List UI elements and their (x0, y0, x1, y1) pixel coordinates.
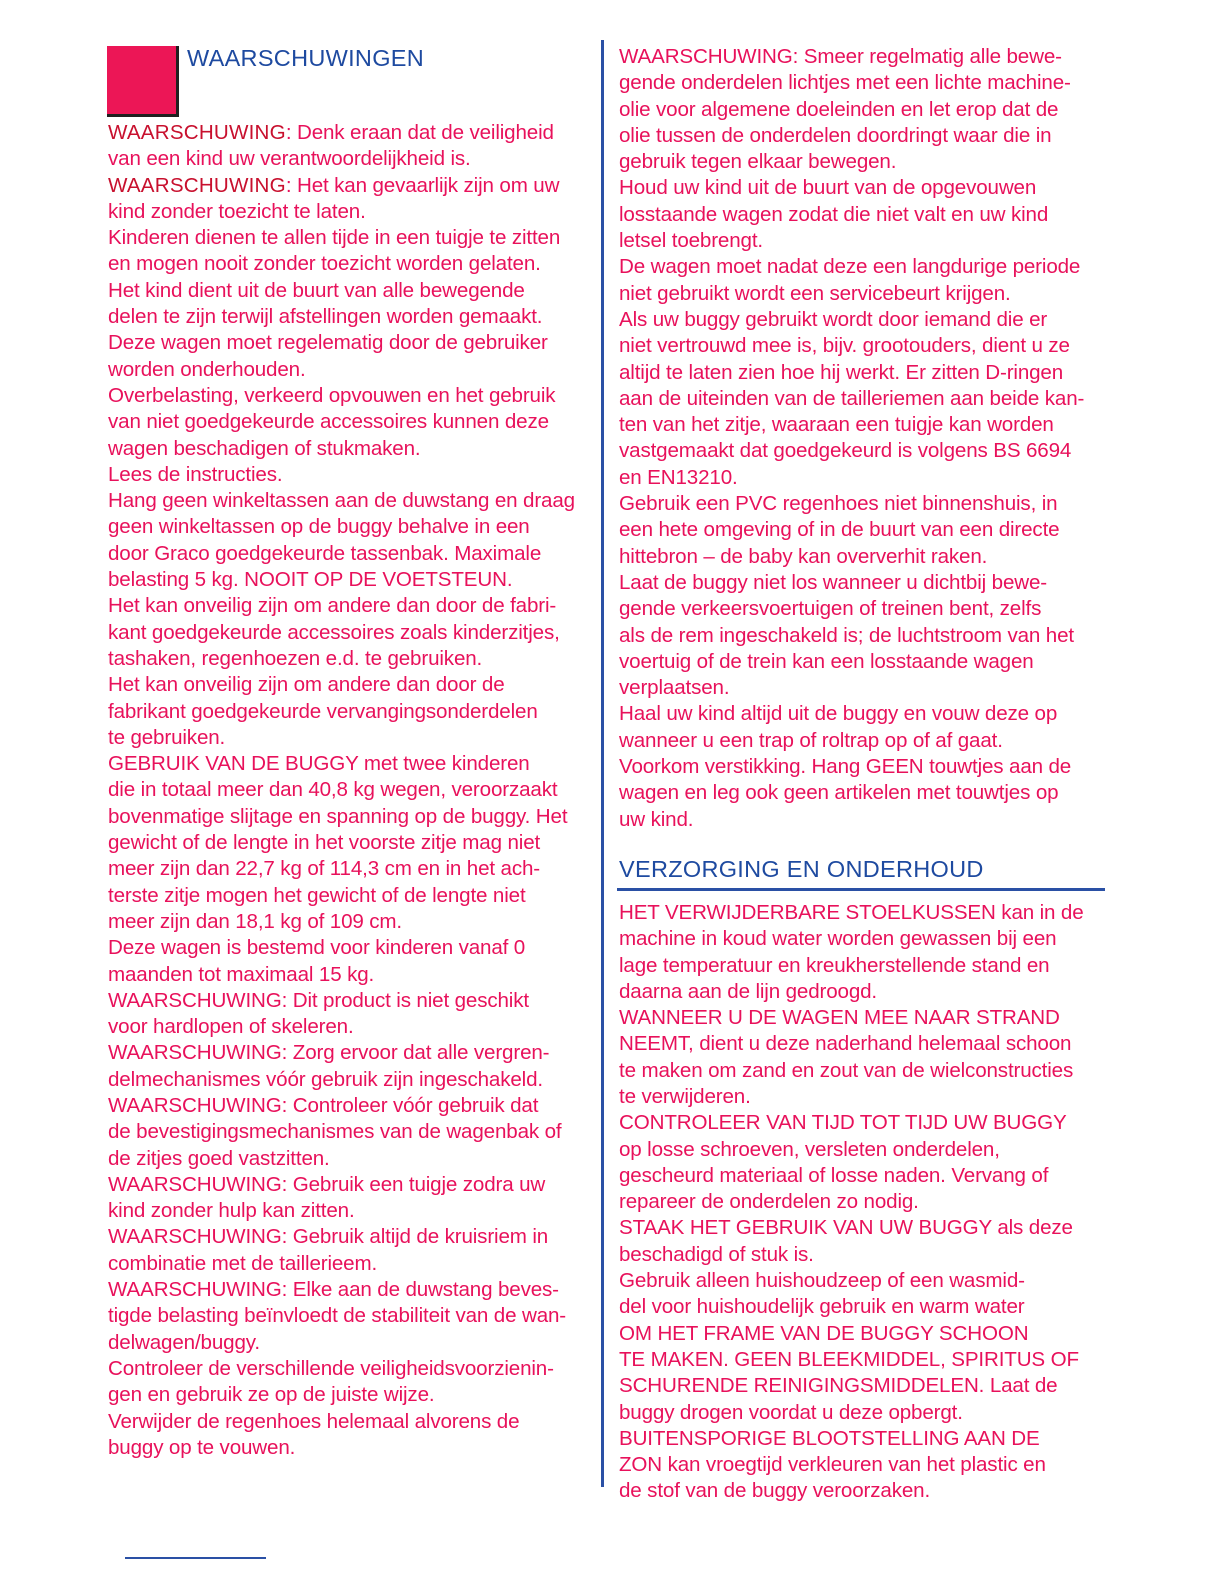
care-section-rule (617, 888, 1105, 891)
right-column (619, 44, 1109, 1505)
paragraph (108, 1224, 596, 1277)
care-section-heading: VERZORGING EN ONDERHOUD (619, 855, 984, 882)
paragraph (108, 173, 596, 226)
footer-rule (125, 1557, 266, 1559)
paragraph (108, 935, 596, 988)
paragraph (619, 701, 1109, 754)
paragraph (108, 1409, 596, 1462)
paragraph-text: Deze wagen is bestemd voor kinderen vanaf 0 maanden tot maximaal 15 kg. (108, 936, 526, 986)
paragraph (619, 900, 1109, 1005)
paragraph (619, 44, 1109, 175)
paragraph-text: GEBRUIK VAN DE BUGGY met twee kinderen die in totaal meer dan 40,8 kg wegen, veroorzaakt bovenmatige slijtage en spanning op de buggy. Het gewicht of de lengte in het voorste zitje mag niet meer zijn dan 22,7 kg of 114,3 cm en in het ach- terste zitje mogen het gewicht of de lengte niet meer zijn dan 18,1 kg of 109 cm. (108, 752, 568, 933)
paragraph-text: Kinderen dienen te allen tijde in een tuigje te zitten en mogen nooit zonder toezicht worden gelaten. (108, 226, 561, 276)
left-column (108, 120, 596, 1461)
section-marker-square (107, 46, 179, 117)
right-column-warnings (619, 44, 1109, 833)
paragraph (108, 383, 596, 462)
paragraph (108, 488, 596, 593)
paragraph-text: De wagen moet nadat deze een langdurige periode niet gebruikt wordt een servicebeurt krijgen. (619, 255, 1081, 305)
paragraph (108, 1356, 596, 1409)
paragraph-text: Hang geen winkeltassen aan de duwstang en draag geen winkeltassen op de buggy behalve in een door Graco goedgekeurde tassenbak. Maximale belasting 5 kg. NOOIT OP DE VOETSTEUN. (108, 489, 575, 592)
paragraph (108, 1277, 596, 1356)
paragraph-text: HET VERWIJDERBARE STOELKUSSEN kan in de machine in koud water worden gewassen bij een lage temperatuur en kreukherstellende stand en daarna aan de lijn gedroogd. (619, 900, 1084, 1003)
paragraph-text: Laat de buggy niet los wanneer u dichtbij bewe- gende verkeersvoertuigen of treinen bent, zelfs als de rem ingeschakeld is; de luchtstroom van het voertuig of de trein kan een losstaande wagen verplaatsen. (619, 570, 1074, 700)
paragraph (108, 330, 596, 383)
paragraph-text: Als uw buggy gebruikt wordt door iemand die er niet vertrouwd mee is, bijv. grootouders, dient u ze altijd te laten zien hoe hij werkt. Er zitten D-ringen aan de uiteinden van de tailleriemen aan beide kan- ten van het zitje, waaraan een tuigje kan worden vastgemaakt dat goedgekeurd is volgens BS 6694 en EN13210. (619, 307, 1085, 489)
paragraph-text: Controleer de verschillende veiligheidsvoorzienin- gen en gebruik ze op de juiste wijze. (108, 1356, 554, 1407)
paragraph-text: WAARSCHUWING: Dit product is niet geschikt voor hardlopen of skeleren. (108, 988, 529, 1039)
paragraph-text: Voorkom verstikking. Hang GEEN touwtjes aan de wagen en leg ook geen artikelen met touwtjes op uw kind. (619, 755, 1072, 831)
paragraph (108, 988, 596, 1041)
paragraph-text: Het kind dient uit de buurt van alle bewegende delen te zijn terwijl afstellingen worden gemaakt. (108, 278, 543, 329)
paragraph (619, 1005, 1109, 1110)
paragraph-text: WAARSCHUWING: Smeer regelmatig alle bewe- gende onderdelen lichtjes met een lichte machine- olie voor algemene doeleinden en let erop dat de olie tussen de onderdelen doordringt waar die in gebruik tegen elkaar bewegen. (619, 45, 1071, 174)
warning-lead: WAARSCHUWING (108, 173, 286, 197)
paragraph (619, 1110, 1109, 1215)
paragraph-text: : Het kan gevaarlijk zijn om uw kind zonder toezicht te laten. (108, 173, 560, 223)
paragraph (619, 1215, 1109, 1268)
paragraph (619, 1268, 1109, 1426)
paragraph (108, 462, 596, 488)
paragraph-text: CONTROLEER VAN TIJD TOT TIJD UW BUGGY op losse schroeven, versleten onderdelen, gescheurd materiaal of losse naden. Vervang of repareer de onderdelen zo nodig. (619, 1111, 1067, 1214)
paragraph-text: Het kan onveilig zijn om andere dan door de fabrikant goedgekeurde vervangingsonderdelen te gebruiken. (108, 673, 538, 749)
paragraph (619, 491, 1109, 570)
paragraph-text: WAARSCHUWING: Gebruik een tuigje zodra uw kind zonder hulp kan zitten. (108, 1172, 546, 1223)
warning-lead: WAARSCHUWING (108, 121, 286, 144)
paragraph-text: WAARSCHUWING: Gebruik altijd de kruisriem in combinatie met de taillerieem. (108, 1225, 549, 1275)
paragraph-text: Verwijder de regenhoes helemaal alvorens de buggy op te vouwen. (108, 1409, 520, 1459)
paragraph (108, 1172, 596, 1225)
paragraph-text: Het kan onveilig zijn om andere dan door de fabri- kant goedgekeurde accessoires zoals kinderzitjes, tashaken, regenhoezen e.d. te gebruiken. (108, 594, 560, 670)
paragraph (108, 1093, 596, 1172)
paragraph (619, 175, 1109, 254)
paragraph-text: : Denk eraan dat de veiligheid van een kind uw verantwoordelijkheid is. (108, 121, 554, 171)
paragraph-text: WANNEER U DE WAGEN MEE NAAR STRAND NEEMT, dient u deze naderhand helemaal schoon te maken om zand en zout van de wielconstructies te verwijderen. (619, 1006, 1074, 1108)
paragraph (619, 307, 1109, 491)
paragraph (108, 120, 596, 173)
paragraph-text: STAAK HET GEBRUIK VAN UW BUGGY als deze beschadigd of stuk is. (619, 1216, 1073, 1266)
paragraph (108, 1040, 596, 1093)
paragraph-text: BUITENSPORIGE BLOOTSTELLING AAN DE ZON kan vroegtijd verkleuren van het plastic en de stof van de buggy veroorzaken. (619, 1426, 1046, 1503)
paragraph-text: Gebruik een PVC regenhoes niet binnenshuis, in een hete omgeving of in de buurt van een directe hittebron – de baby kan oververhit raken. (619, 492, 1060, 568)
paragraph-text: Gebruik alleen huishoudzeep of een wasmid- del voor huishoudelijk gebruik en warm water OM HET FRAME VAN DE BUGGY SCHOON TE MAKEN. GEEN BLEEKMIDDEL, SPIRITUS OF SCHURENDE REINIGINGSMIDDELEN. Laat de buggy drogen voordat u deze opbergt. (619, 1269, 1079, 1424)
paragraph-text: Overbelasting, verkeerd opvouwen en het gebruik van niet goedgekeurde accessoires kunnen deze wagen beschadigen of stukmaken. (108, 383, 556, 460)
paragraph (108, 225, 596, 278)
paragraph (619, 1426, 1109, 1505)
paragraph (108, 278, 596, 331)
paragraph (108, 593, 596, 672)
paragraph (619, 254, 1109, 307)
paragraph (619, 754, 1109, 833)
care-section-paragraphs (619, 900, 1109, 1505)
paragraph-text: WAARSCHUWING: Controleer vóór gebruik dat de bevestigingsmechanismes van de wagenbak of de zitjes goed vastzitten. (108, 1093, 562, 1170)
paragraph-text: Haal uw kind altijd uit de buggy en vouw deze op wanneer u een trap of roltrap op of af gaat. (619, 702, 1058, 752)
paragraph (108, 672, 596, 751)
paragraph-text: Deze wagen moet regelematig door de gebruiker worden onderhouden. (108, 331, 548, 381)
column-divider (601, 40, 604, 1487)
paragraph (619, 570, 1109, 701)
paragraph-text: WAARSCHUWING: Elke aan de duwstang beves- tigde belasting beïnvloedt de stabiliteit van de wan- delwagen/buggy. (108, 1278, 567, 1354)
paragraph (108, 751, 596, 935)
page-title: WAARSCHUWINGEN (187, 45, 425, 71)
paragraph-text: Houd uw kind uit de buurt van de opgevouwen losstaande wagen zodat die niet valt en uw kind letsel toebrengt. (619, 176, 1049, 253)
paragraph-text: WAARSCHUWING: Zorg ervoor dat alle vergren- delmechanismes vóór gebruik zijn ingeschakeld. (108, 1041, 550, 1091)
paragraph-text: Lees de instructies. (108, 462, 283, 486)
